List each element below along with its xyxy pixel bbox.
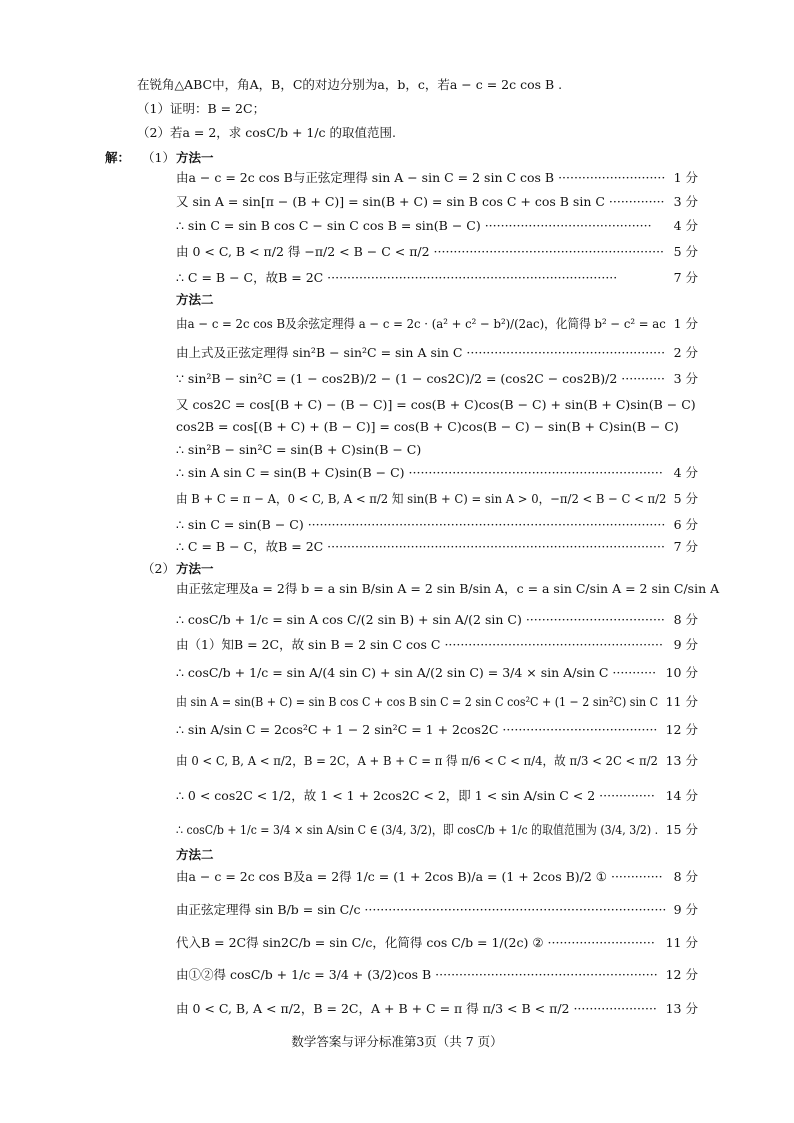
method-two-title: 方法二 (176, 292, 214, 307)
score: 12 分 (665, 967, 698, 982)
solution-line: 由a − c = 2c cos B与正弦定理得 sin A − sin C = 2 sin C cos B ··························· 1 分 (0, 166, 794, 190)
solution-line: 又 cos2C = cos[(B + C) − (B − C)] = cos(B + C)cos(B − C) + sin(B + C)sin(B − C) (176, 397, 696, 412)
solution-line: 由 0 < C, B, A < π/2，B = 2C，A + B + C = π 得 π/3 < B < π/2 ····················· 13 分 (0, 997, 794, 1021)
solution-label: 解： (105, 150, 131, 165)
solution-line: ∴ sin A sin C = sin(B + C)sin(B − C) ································································ 4 分 (0, 461, 794, 485)
solution-line: 由 0 < C, B < π/2 得 −π/2 < B − C < π/2 ·························································· 5 分 (0, 240, 794, 264)
solution-line: ∴ C = B − C，故B = 2C ····················································································· 7 分 (0, 535, 794, 559)
solution-line: 由 sin A = sin(B + C) = sin B cos C + cos B sin C = 2 sin C cos²C + (1 − 2 sin²C) sin C 11 分 (0, 690, 794, 714)
solution-line: 由正弦定理及a = 2得 b = a sin B/sin A = 2 sin B/sin A，c = a sin C/sin A = 2 sin C/sin A (176, 581, 720, 596)
problem-statement: 在锐角△ABC中，角A，B，C的对边分别为a，b，c，若a − c = 2c cos B . (137, 77, 563, 92)
solution-line: ∴ sin C = sin(B − C) ·························································································· 6 分 (0, 513, 794, 537)
score: 5 分 (673, 491, 698, 506)
solution-line: cos2B = cos[(B + C) + (B − C)] = cos(B + C)cos(B − C) − sin(B + C)sin(B − C) (176, 419, 679, 434)
score: 3 分 (673, 371, 698, 386)
solution-line: ∴ cosC/b + 1/c = 3/4 × sin A/sin C ∈ (3/4, 3/2)，即 cosC/b + 1/c 的取值范围为 (3/4, 3/2) . 15 分 (0, 818, 794, 842)
method-two-header (0, 288, 794, 312)
score: 9 分 (673, 902, 698, 917)
solution-line: 由 0 < C, B, A < π/2，B = 2C，A + B + C = π 得 π/6 < C < π/4，故 π/3 < 2C < π/2 13 分 (0, 749, 794, 773)
score: 8 分 (673, 869, 698, 884)
score: 14 分 (665, 788, 698, 803)
score: 11 分 (665, 694, 698, 709)
part1-label: （1） (142, 150, 175, 165)
score: 2 分 (673, 345, 698, 360)
solution-line: ∴ cosC/b + 1/c = sin A/(4 sin C) + sin A/(2 sin C) = 3/4 × sin A/sin C ··········· 10 分 (0, 661, 794, 685)
solution-line: 由①②得 cosC/b + 1/c = 3/4 + (3/2)cos B ························································ 12 分 (0, 963, 794, 987)
solution-line: ∴ 0 < cos2C < 1/2，故 1 < 1 + 2cos2C < 2，即 1 < sin A/sin C < 2 ·············· 14 分 (0, 784, 794, 808)
score: 13 分 (665, 1001, 698, 1016)
solution-line: ∴ sin A/sin C = 2cos²C + 1 − 2 sin²C = 1 + 2cos2C ······································· 12 分 (0, 718, 794, 742)
method-one-title: 方法一 (176, 561, 214, 576)
score: 12 分 (665, 722, 698, 737)
score: 7 分 (673, 539, 698, 554)
solution-line: 由正弦定理得 sin B/b = sin C/c ············································································ 9 分 (0, 898, 794, 922)
score: 4 分 (673, 465, 698, 480)
score: 11 分 (665, 935, 698, 950)
score: 15 分 (665, 822, 698, 837)
score: 7 分 (673, 270, 698, 285)
solution-line: 由 B + C = π − A，0 < C, B, A < π/2 知 sin(B + C) = sin A > 0，−π/2 < B − C < π/2 5 分 (0, 487, 794, 511)
solution-line: ∴ sin C = sin B cos C − sin C cos B = sin(B − C) ·········································· 4 分 (0, 214, 794, 238)
solution-line: 代入B = 2C得 sin2C/b = sin C/c，化简得 cos C/b = 1/(2c) ② ··························· 11 分 (0, 931, 794, 955)
problem-part1: （1）证明：B = 2C； (137, 101, 266, 116)
part2-label: （2） (142, 561, 175, 576)
score: 5 分 (673, 244, 698, 259)
solution-line: 又 sin A = sin[π − (B + C)] = sin(B + C) = sin B cos C + cos B sin C ·············· 3 分 (0, 190, 794, 214)
score: 4 分 (673, 218, 698, 233)
page-footer: 数学答案与评分标准第3页（共 7 页） (291, 1034, 503, 1049)
solution-line: ∴ sin²B − sin²C = sin(B + C)sin(B − C) (176, 442, 422, 457)
solution-line: ∵ sin²B − sin²C = (1 − cos2B)/2 − (1 − cos2C)/2 = (cos2C − cos2B)/2 ··········· 3 分 (0, 367, 794, 391)
score: 1 分 (673, 316, 698, 331)
solution-line: 由（1）知B = 2C，故 sin B = 2 sin C cos C ······················································· 9 分 (0, 633, 794, 657)
score: 6 分 (673, 517, 698, 532)
solution-line: 由a − c = 2c cos B及余弦定理得 a − c = 2c · (a² + c² − b²)/(2ac)，化简得 b² − c² = ac 1 分 (0, 312, 794, 336)
solution-line: ∴ cosC/b + 1/c = sin A cos C/(2 sin B) + sin A/(2 sin C) ··································· 8 分 (0, 608, 794, 632)
score: 9 分 (673, 637, 698, 652)
score: 1 分 (673, 170, 698, 185)
score: 8 分 (673, 612, 698, 627)
score: 13 分 (665, 753, 698, 768)
solution-line: ∴ C = B − C，故B = 2C ········································································· 7 分 (0, 266, 794, 290)
score: 10 分 (665, 665, 698, 680)
score: 3 分 (673, 194, 698, 209)
method-two-title: 方法二 (176, 847, 214, 862)
solution-line: 由上式及正弦定理得 sin²B − sin²C = sin A sin C ·················································· 2 分 (0, 341, 794, 365)
method-one-title: 方法一 (176, 150, 214, 165)
problem-part2: （2）若a = 2，求 cosC/b + 1/c 的取值范围. (137, 125, 397, 140)
solution-line: 由a − c = 2c cos B及a = 2得 1/c = (1 + 2cos B)/a = (1 + 2cos B)/2 ① ············· 8 分 (0, 865, 794, 889)
method-two-header (0, 843, 794, 867)
